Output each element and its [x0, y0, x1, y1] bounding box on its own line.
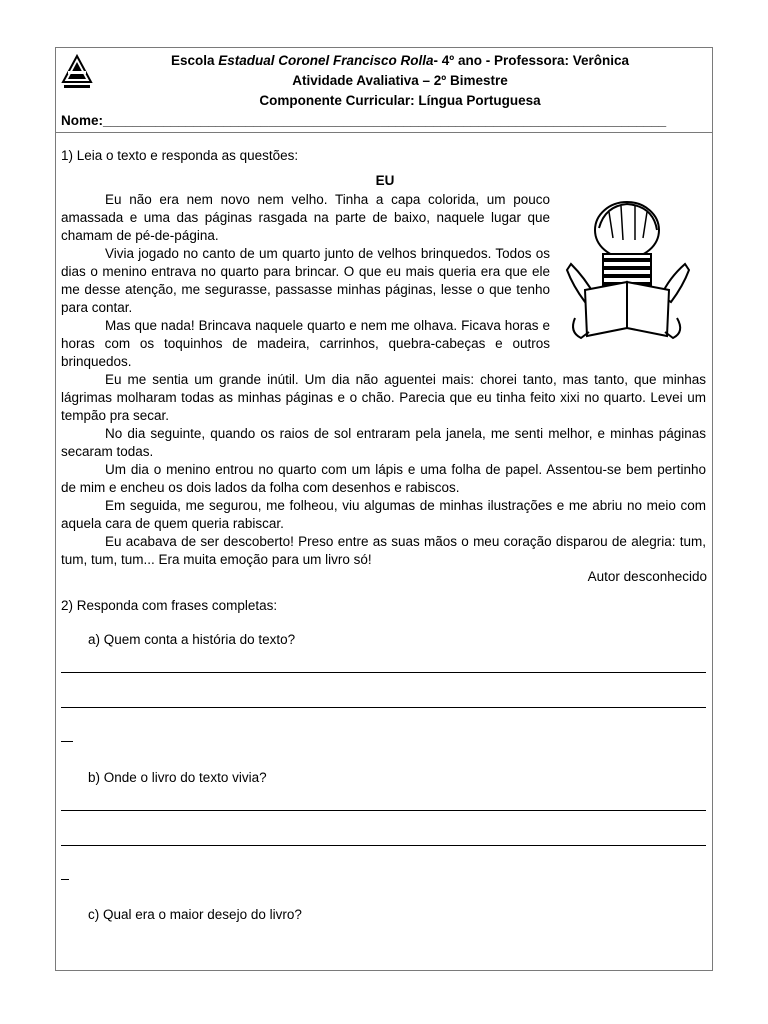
question-2c: c) Qual era o maior desejo do livro? — [88, 907, 302, 922]
name-blank: ___________________________________________________________________________ — [103, 113, 667, 128]
story-paragraph: Em seguida, me segurou, me folheou, viu algumas de minhas ilustrações e me abriu no meio com aquela cara de quem queria rabiscar. — [61, 498, 706, 531]
school-name: Estadual Coronel Francisco Rolla — [218, 53, 434, 68]
story-title: EU — [375, 173, 395, 188]
school-logo — [60, 52, 94, 92]
answer-line-2b-1[interactable] — [61, 810, 706, 811]
story-author: Autor desconhecido — [587, 569, 707, 584]
header-divider — [56, 132, 712, 133]
boy-reading-book-illustration — [565, 198, 690, 343]
name-label: Nome: — [61, 113, 104, 128]
question-2b: b) Onde o livro do texto vivia? — [88, 770, 267, 785]
question-2-label: 2) Responda com frases completas: — [61, 598, 278, 613]
answer-line-2a-3[interactable] — [61, 741, 73, 742]
story-paragraph: Eu não era nem novo nem velho. Tinha a capa colorida, um pouco amassada e uma das páginas rasgada na parte de baixo, naquele lugar que chamam de pé-de-página. — [61, 192, 550, 243]
school-prefix: Escola — [170, 53, 219, 68]
answer-line-2a-2[interactable] — [61, 707, 706, 708]
story-text-narrow — [61, 191, 550, 371]
story-paragraph: No dia seguinte, quando os raios de sol entraram pela janela, me senti melhor, e minhas páginas secaram todas. — [61, 426, 706, 459]
header-school-line — [90, 52, 710, 70]
answer-line-2a-1[interactable] — [61, 672, 706, 673]
story-text-wide — [61, 371, 706, 569]
answer-line-2b-2[interactable] — [61, 845, 706, 846]
question-1-label: 1) Leia o texto e responda as questões: — [61, 148, 299, 163]
story-paragraph: Eu acabava de ser descoberto! Preso entre as suas mãos o meu coração disparou de alegria: tum, tum, tum, tum... Era muita emoção para um livro só! — [61, 534, 706, 567]
question-2a: a) Quem conta a história do texto? — [88, 632, 296, 647]
grade-teacher: - 4º ano - Professora: Verônica — [433, 53, 630, 68]
story-paragraph: Eu me sentia um grande inútil. Um dia não aguentei mais: chorei tanto, mas tanto, que minhas lágrimas molharam todas as minhas páginas e o chão. Parecia que eu tinha feito xixi no quarto. Levei um tempão pra secar. — [61, 372, 706, 423]
story-paragraph: Vivia jogado no canto de um quarto junto de velhos brinquedos. Todos os dias o menino entrava no quarto para brincar. O que eu mais queria era que ele me desse atenção, me segurasse, passasse minhas páginas, lesse o que tenho para contar. — [61, 246, 550, 315]
story-paragraph: Mas que nada! Brincava naquele quarto e nem me olhava. Ficava horas e horas com os toquinhos de madeira, carrinhos, quebra-cabeças e outros brinquedos. — [61, 318, 550, 369]
story-paragraph: Um dia o menino entrou no quarto com um lápis e uma folha de papel. Assentou-se bem pertinho de mim e encheu os dois lados da folha com desenhos e rabiscos. — [61, 462, 706, 495]
name-field[interactable] — [61, 112, 706, 130]
answer-line-2b-3[interactable] — [61, 879, 69, 880]
header-subject-line: Componente Curricular: Língua Portuguesa — [259, 93, 541, 108]
header-activity-line: Atividade Avaliativa – 2º Bimestre — [292, 73, 508, 88]
